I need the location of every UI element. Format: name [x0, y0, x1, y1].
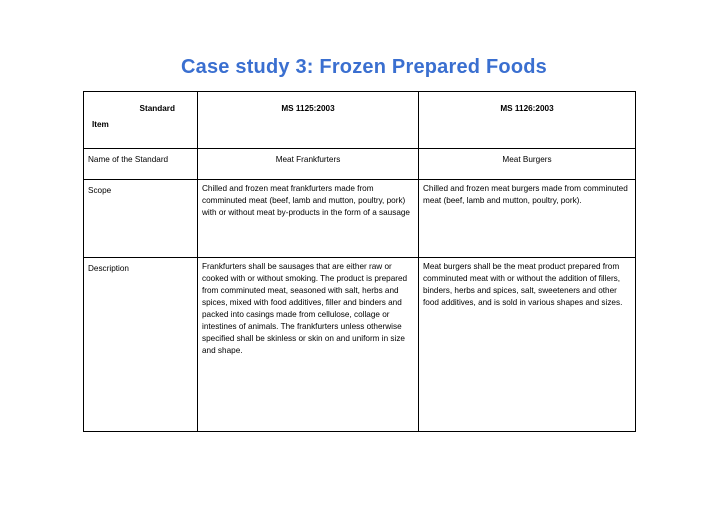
table-row-scope [84, 180, 636, 258]
cell-value: Meat burgers shall be the meat product prepared from comminuted meat with or without the addition of fillers, binders, herbs and spices, salt, sweeteners and other food additives, and is sold in various shapes and sizes. [423, 262, 623, 307]
table-row-name-of-standard [84, 149, 636, 180]
table-header-row [84, 92, 636, 149]
row-label-cell [84, 180, 198, 258]
table-cell [198, 180, 419, 258]
cell-value: Meat Frankfurters [275, 155, 341, 164]
table-cell [419, 149, 636, 180]
column-header-ms1126 [419, 92, 636, 149]
row-label: Scope [88, 186, 112, 195]
standards-comparison-table [83, 91, 636, 432]
row-label: Description [88, 264, 129, 273]
column-header-ms1125 [198, 92, 419, 149]
cell-value: Meat Burgers [502, 155, 552, 164]
table-cell [198, 149, 419, 180]
corner-item-label: Item [92, 120, 109, 129]
cell-value: Frankfurters shall be sausages that are either raw or cooked with or without smoking. The product is prepared from comminuted meat, seasoned with salt, herbs and spices, mixed with food additives, filler and binders and packed into casings made from cellulose, collage or intestines of animals. The frankfurters unless otherwise specified shall be skinless or skin on and uniform in size and shape. [202, 262, 408, 355]
cell-value: Chilled and frozen meat burgers made from comminuted meat (beef, lamb and mutton, poultry, pork). [423, 184, 628, 205]
row-label-cell [84, 149, 198, 180]
column-header-label: MS 1125:2003 [281, 104, 335, 113]
cell-value: Chilled and frozen meat frankfurters made from comminuted meat (beef, lamb and mutton, poultry, pork) with or without meat by-products in the form of a sausage [202, 184, 410, 217]
table-cell [198, 258, 419, 432]
row-label: Name of the Standard [88, 155, 169, 164]
table-row-description [84, 258, 636, 432]
column-header-label: MS 1126:2003 [500, 104, 554, 113]
page-title: Case study 3: Frozen Prepared Foods [181, 56, 547, 78]
corner-header-cell [84, 92, 198, 149]
table-cell [419, 258, 636, 432]
corner-standard-label: Standard [139, 104, 175, 113]
table-cell [419, 180, 636, 258]
row-label-cell [84, 258, 198, 432]
